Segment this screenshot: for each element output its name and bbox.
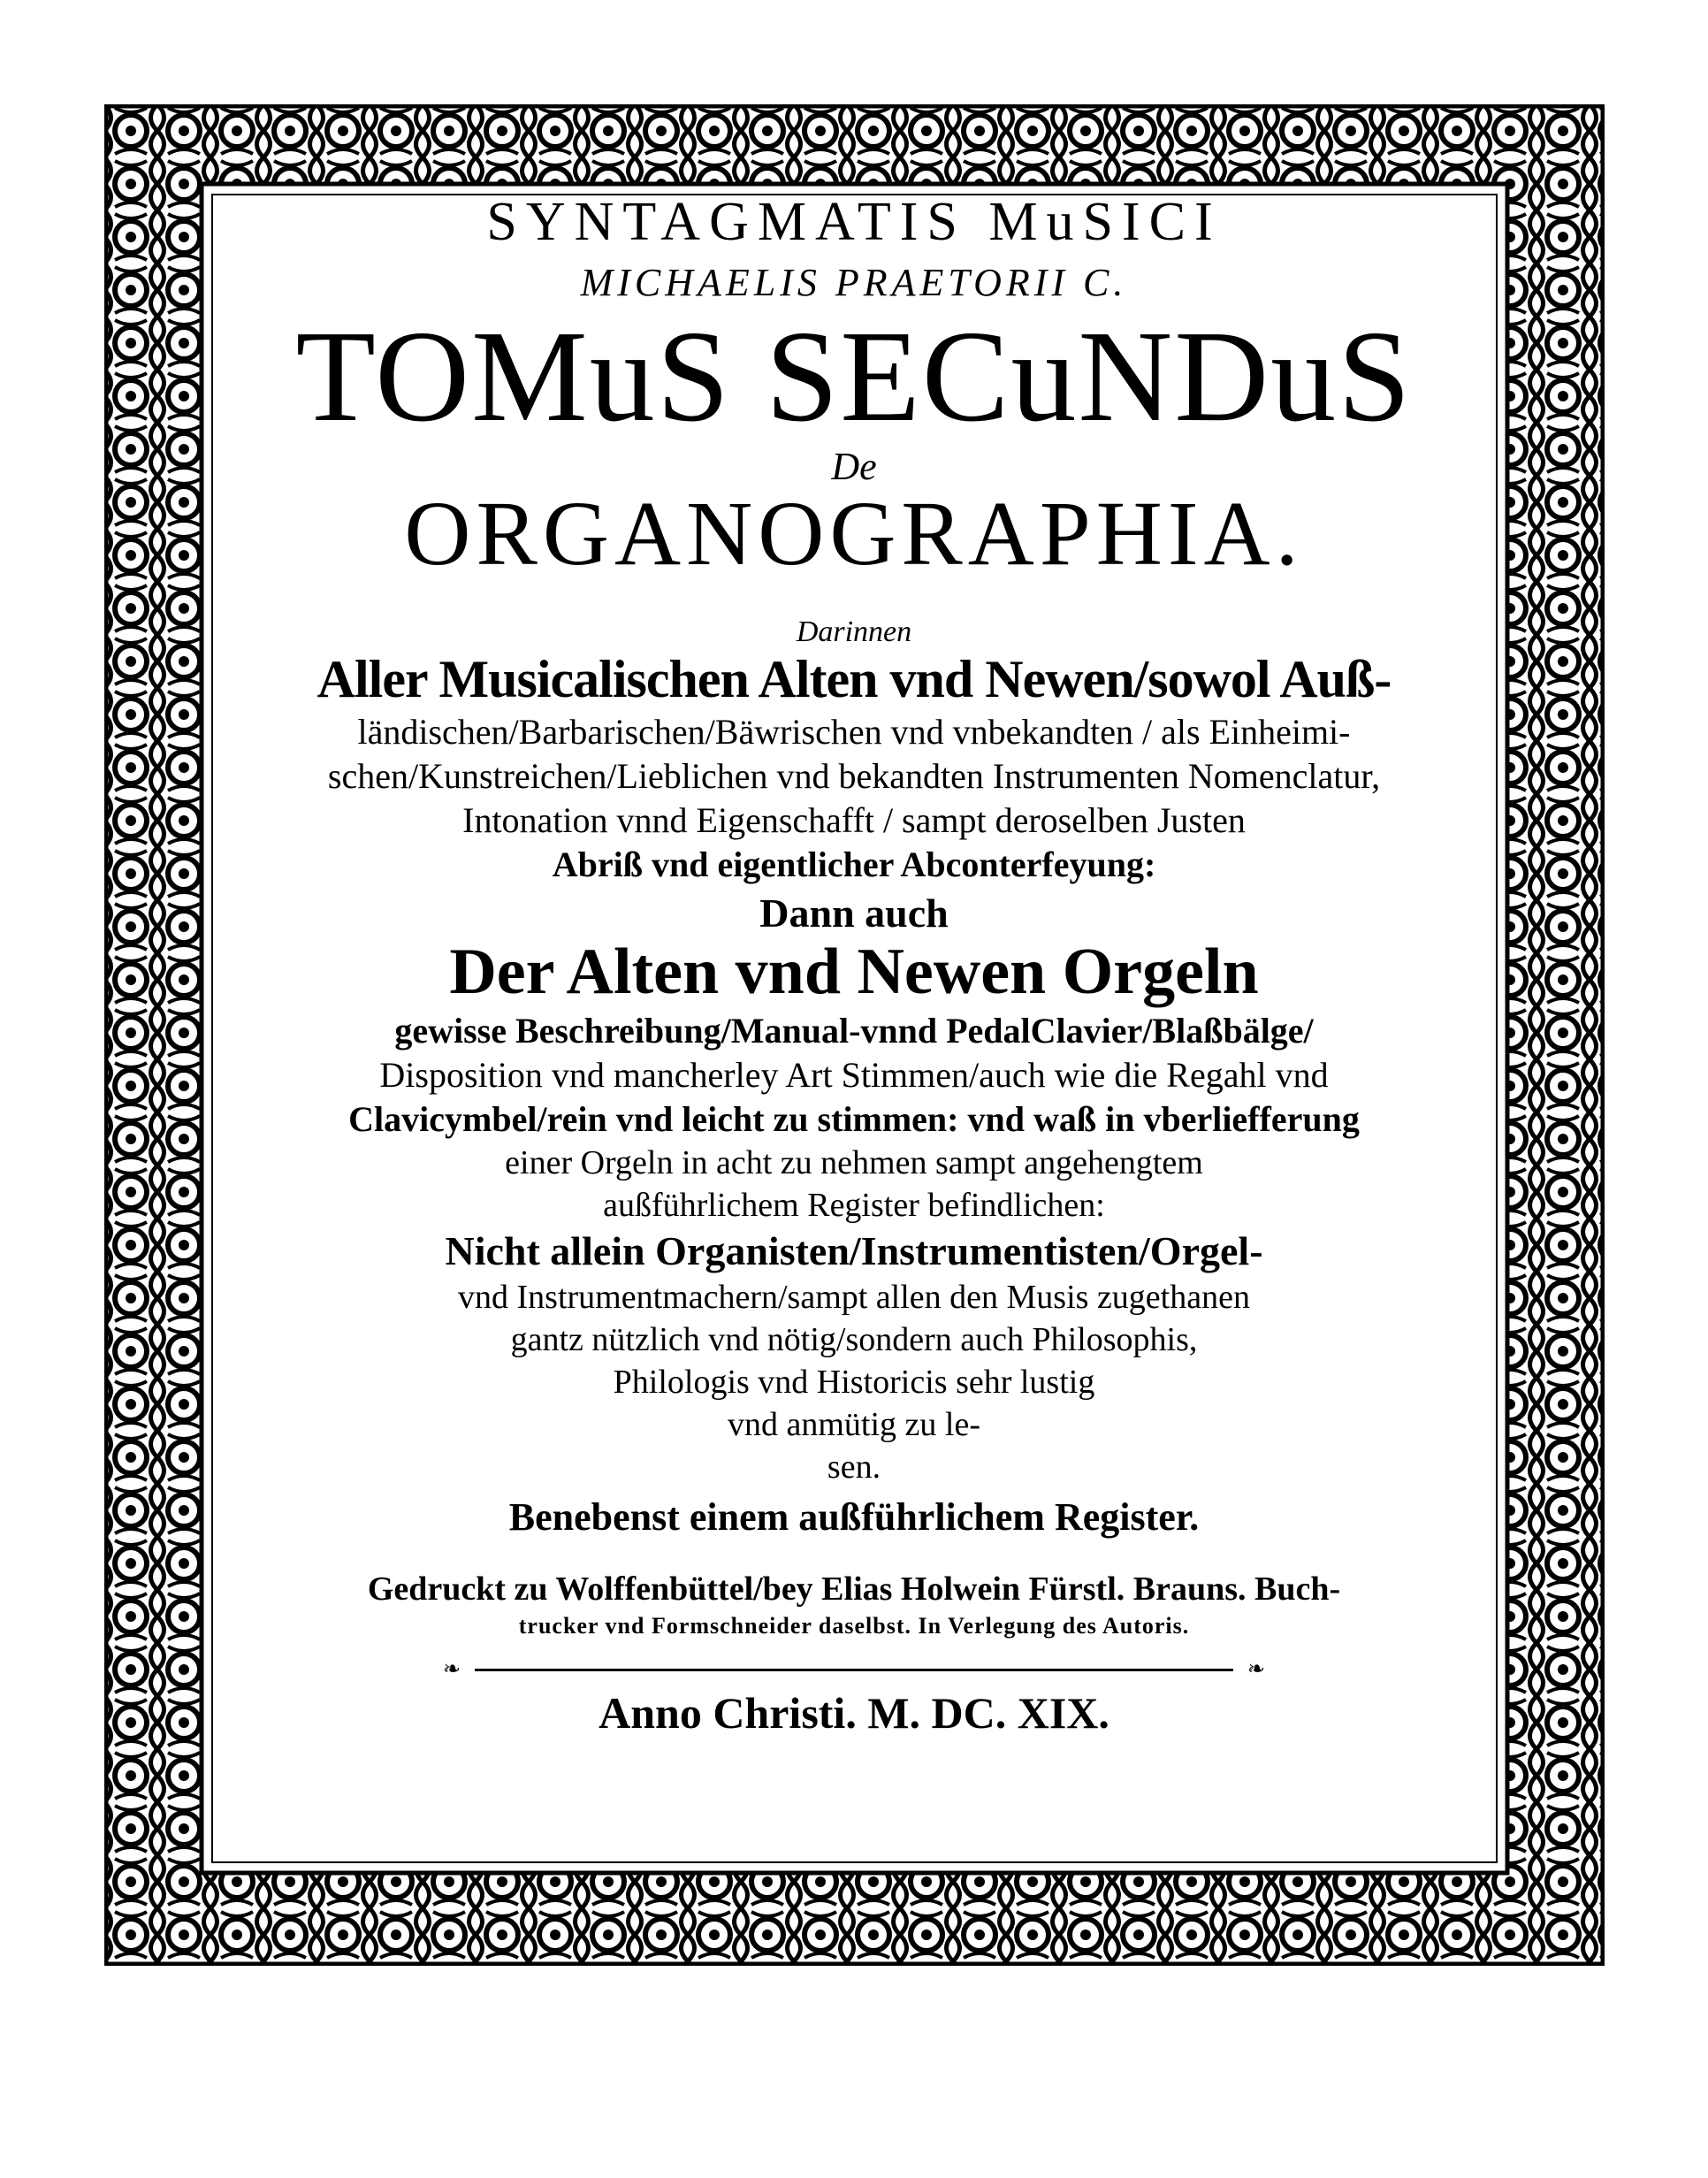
body-line: Aller Musicalischen Alten vnd Newen/sowol Auß- [316, 650, 1392, 708]
body-line: gewisse Beschreibung/Manual-vnnd PedalClavier/Blaßbälge/ [394, 1011, 1314, 1051]
fleuron-icon: ❧ [443, 1658, 461, 1681]
body-line: einer Orgeln in acht zu nehmen sampt angehengtem [505, 1144, 1203, 1181]
fleuron-icon: ❧ [1247, 1658, 1265, 1681]
body-line: sen. [827, 1448, 881, 1486]
body-line: vnd anmütig zu le- [728, 1406, 980, 1443]
body-line: außführlichem Register befindlichen: [603, 1187, 1105, 1224]
body-line: gantz nützlich vnd nötig/sondern auch Philosophis, [510, 1321, 1198, 1358]
body-line: vnd Instrumentmachern/sampt allen den Musis zugethanen [458, 1279, 1250, 1316]
publication-year: Anno Christi. M. DC. XIX. [599, 1688, 1109, 1738]
body-line: Nicht allein Organisten/Instrumentisten/Orgel- [445, 1228, 1263, 1273]
body-line: Der Alten vnd Newen Orgeln [449, 936, 1259, 1008]
body-line: Benebenst einem außführlichem Register. [508, 1495, 1200, 1539]
author-name: MICHAELIS PRAETORII C. [580, 261, 1128, 304]
body-line: Clavicymbel/rein vnd leicht zu stimmen: vnd waß in vberliefferung [348, 1099, 1360, 1139]
body-line: Dann auch [759, 890, 949, 936]
darinnen-word: Darinnen [796, 615, 912, 648]
imprint-line: Gedruckt zu Wolffenbüttel/bey Elias Holwein Fürstl. Brauns. Buch- [367, 1570, 1341, 1608]
body-line: ländischen/Barbarischen/Bäwrischen vnd vnbekandten / als Einheimi- [357, 712, 1351, 752]
body-line: Abriß vnd eigentlicher Abconterfeyung: [552, 844, 1156, 884]
body-line: schen/Kunstreichen/Lieblichen vnd bekandten Instrumenten Nomenclatur, [327, 756, 1381, 796]
body-line: Disposition vnd mancherley Art Stimmen/auch wie die Regahl vnd [379, 1055, 1329, 1095]
imprint-line: trucker vnd Formschneider daselbst. In Verlegung des Autoris. [518, 1613, 1190, 1639]
ornamental-rule [443, 1658, 1265, 1681]
volume-title: TOMuS SECuNDuS [295, 304, 1413, 449]
series-title: SYNTAGMATIS MuSICI [486, 192, 1222, 252]
body-line: Philologis vnd Historicis sehr lustig [613, 1364, 1095, 1401]
title-page-text [219, 192, 1489, 1738]
body-line: Intonation vnnd Eigenschafft / sampt deroselben Justen [462, 800, 1246, 840]
subject-title: ORGANOGRAPHIA. [404, 483, 1304, 585]
de-word: De [831, 445, 877, 488]
rule-line [475, 1669, 1233, 1671]
